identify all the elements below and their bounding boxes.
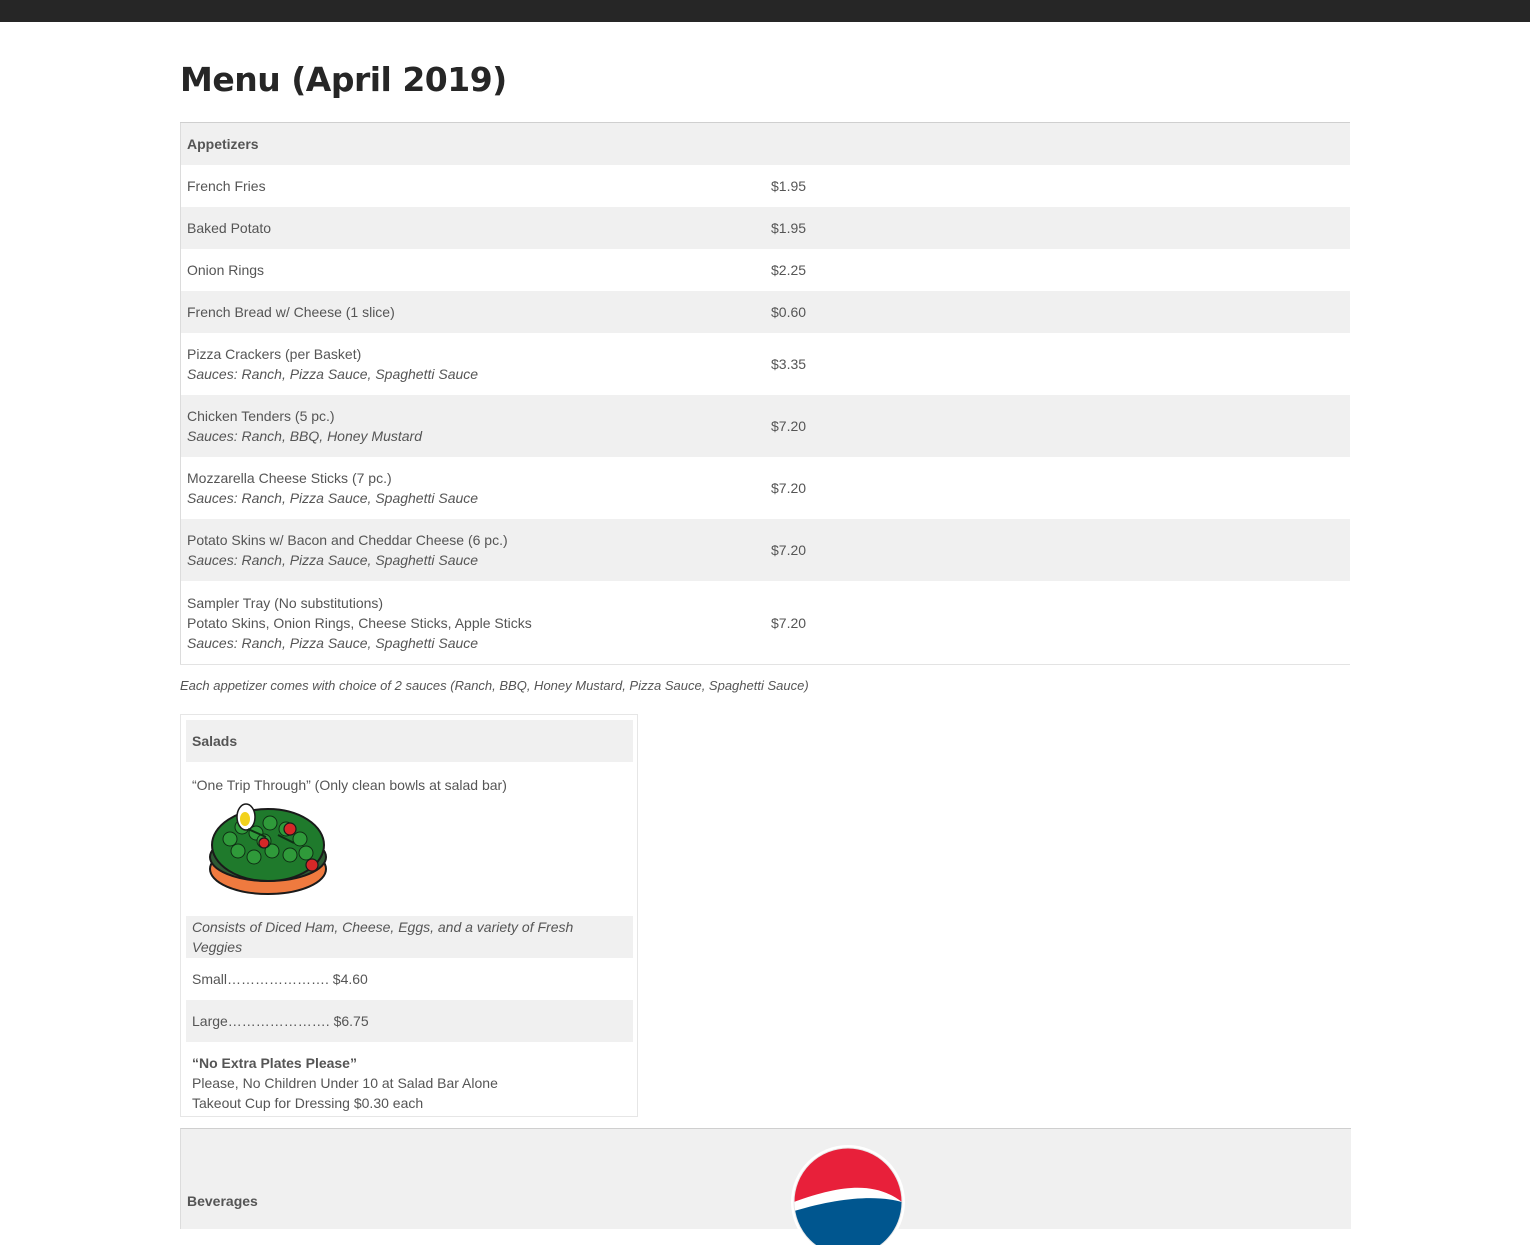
takeout-dressing-note: Takeout Cup for Dressing $0.30 each [192, 1095, 424, 1111]
item-sauces: Sauces: Ranch, Pizza Sauce, Spaghetti Sauce [187, 490, 479, 506]
table-row [186, 916, 633, 958]
item-price: $1.95 [771, 178, 807, 194]
item-name: Baked Potato [187, 220, 272, 236]
item-price: $7.20 [771, 614, 807, 631]
appetizers-heading: Appetizers [187, 136, 259, 152]
table-row [181, 249, 1351, 291]
page-title: Menu (April 2019) [180, 60, 507, 99]
appetizers-table [180, 122, 1350, 665]
top-nav-bar [0, 0, 1530, 22]
table-row [181, 457, 1351, 519]
table-row [186, 720, 633, 762]
salad-small-price: Small…………………. $4.60 [192, 971, 368, 987]
item-sauces: Sauces: Ranch, Pizza Sauce, Spaghetti Sauce [187, 634, 479, 651]
item-price: $1.95 [771, 220, 807, 236]
item-price: $7.20 [771, 418, 807, 434]
item-name: Sampler Tray (No substitutions) [187, 594, 384, 611]
item-name: French Fries [187, 178, 266, 194]
appetizer-sauce-note: Each appetizer comes with choice of 2 sauces (Ranch, BBQ, Honey Mustard, Pizza Sauce, Spaghetti Sauce) [180, 678, 809, 693]
table-row [181, 165, 1351, 207]
item-sauces: Sauces: Ranch, Pizza Sauce, Spaghetti Sauce [187, 552, 479, 568]
salad-one-trip: “One Trip Through” (Only clean bowls at salad bar) [192, 777, 507, 793]
beverages-heading: Beverages [187, 1193, 258, 1209]
beverages-row [180, 1128, 1351, 1229]
item-name: Chicken Tenders (5 pc.) [187, 408, 335, 424]
salads-heading: Salads [192, 733, 238, 749]
item-sauces: Sauces: Ranch, Pizza Sauce, Spaghetti Sauce [187, 366, 479, 382]
item-name: French Bread w/ Cheese (1 slice) [187, 304, 395, 320]
item-price: $7.20 [771, 542, 807, 558]
item-cell [181, 457, 766, 519]
table-row [186, 762, 633, 916]
item-sauces: Sauces: Ranch, BBQ, Honey Mustard [187, 428, 422, 444]
salad-bowl-icon [208, 799, 330, 897]
item-name: Pizza Crackers (per Basket) [187, 346, 362, 362]
salad-intro-cell [186, 762, 633, 916]
item-cell [181, 333, 766, 395]
salad-large-price: Large…………………. $6.75 [192, 1013, 369, 1029]
no-extra-plates: “No Extra Plates Please” [192, 1055, 357, 1071]
salad-contents: Consists of Diced Ham, Cheese, Eggs, and a variety of Fresh Veggies [192, 919, 574, 955]
item-cell [181, 395, 766, 457]
table-row [181, 207, 1351, 249]
item-price: $7.20 [771, 480, 807, 496]
table-row [181, 581, 1351, 665]
pepsi-logo-icon [791, 1145, 907, 1245]
table-row [186, 1000, 633, 1042]
item-cell [181, 519, 766, 581]
salads-table [186, 720, 633, 1135]
item-cell [181, 581, 766, 665]
salads-box [180, 714, 638, 1117]
no-children-note: Please, No Children Under 10 at Salad Bar Alone [192, 1075, 498, 1091]
table-row [181, 291, 1351, 333]
item-price: $0.60 [771, 304, 807, 320]
table-row [181, 395, 1351, 457]
table-row [186, 1042, 633, 1135]
item-price: $3.35 [771, 356, 807, 372]
item-name: Potato Skins w/ Bacon and Cheddar Cheese (6 pc.) [187, 532, 508, 548]
salad-rules-cell [186, 1042, 633, 1135]
item-name: Onion Rings [187, 262, 265, 278]
item-name: Mozzarella Cheese Sticks (7 pc.) [187, 470, 392, 486]
table-row [181, 123, 1351, 166]
table-row [186, 958, 633, 1000]
table-row [181, 519, 1351, 581]
table-row [181, 333, 1351, 395]
item-detail: Potato Skins, Onion Rings, Cheese Sticks, Apple Sticks [187, 614, 532, 631]
item-price: $2.25 [771, 262, 807, 278]
